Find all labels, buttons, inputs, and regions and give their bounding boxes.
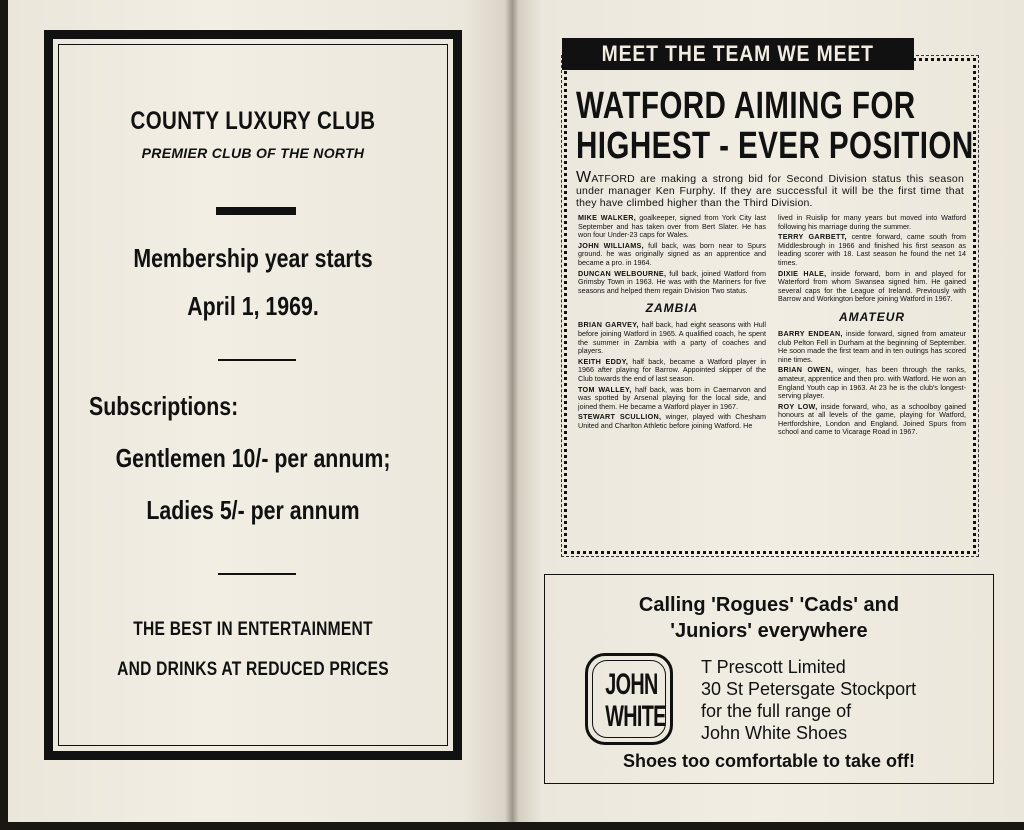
- headline-line-2: HIGHEST - EVER POSITION: [576, 125, 974, 167]
- membership-line: Membership year starts: [133, 243, 373, 273]
- divider-thick: [216, 207, 296, 215]
- player-paragraph: KEITH EDDY, half back, became a Watford player in 1966 after playing for Barrow. Appointed skipper of the Club towards the end of last season.: [578, 356, 766, 383]
- ad-text-line: for the full range of: [701, 701, 852, 721]
- player-name: MIKE WALKER,: [578, 213, 636, 222]
- club-name: COUNTY LUXURY CLUB: [130, 107, 376, 135]
- player-paragraph: STEWART SCULLION, winger, played with Chesham United and Charlton Athletic before joining Watford. He: [578, 412, 767, 430]
- ad-slogan: Shoes too comfortable to take off!: [622, 751, 916, 771]
- player-name: BRIAN GARVEY,: [578, 320, 639, 330]
- retailer-address: 30 St Petersgate Stockport: [701, 679, 917, 699]
- player-name: DUNCAN WELBOURNE,: [578, 268, 667, 278]
- drop-cap: W: [576, 169, 592, 186]
- player-name: ROY LOW,: [778, 401, 818, 411]
- subscriptions-label: Subscriptions:: [89, 391, 239, 421]
- player-name: BRIAN OWEN,: [778, 365, 834, 375]
- retailer-name: T Prescott Limited: [701, 657, 846, 677]
- player-paragraph: TERRY GARBETT, centre forward, came south from Middlesbrough in 1966 and finished his first season as leading scorer with 18. Last season he found the net 14 times.: [778, 232, 966, 267]
- player-paragraph: DIXIE HALE, inside forward, born in and played for Waterford from whom Swansea signed him. He gained several caps for the League of Ireland. Previously with Barrow and Workington before joining Watford in 1967.: [778, 268, 966, 304]
- page-gutter: [505, 0, 519, 822]
- player-name: STEWART SCULLION,: [578, 412, 662, 422]
- article-intro: [576, 169, 964, 209]
- john-white-logo: [585, 653, 673, 745]
- divider: [218, 573, 296, 575]
- article-column-2: [778, 214, 966, 439]
- shoe-advertisement: [544, 574, 994, 784]
- membership-date: April 1, 1969.: [187, 291, 319, 321]
- fee-ladies: Ladies 5/- per annum: [146, 495, 360, 525]
- fee-gentlemen: Gentlemen 10/- per annum;: [115, 443, 391, 473]
- player-paragraph: lived in Ruislip for many years but moved into Watford following his marriage during the summer.: [778, 213, 966, 231]
- article-column-1: [578, 214, 766, 432]
- player-name: BARRY ENDEAN,: [778, 328, 843, 338]
- club-advertisement: [44, 30, 462, 760]
- logo-line-2: WHITE: [605, 700, 666, 733]
- player-name: TERRY GARBETT,: [778, 232, 847, 242]
- ad-text-line: John White Shoes: [701, 723, 848, 743]
- section-banner: MEET THE TEAM WE MEET: [562, 38, 914, 70]
- club-tagline: PREMIER CLUB OF THE NORTH: [141, 145, 365, 161]
- player-paragraph: MIKE WALKER, goalkeeper, signed from York City last September and has taken over from Bert Slater. He has won four Under-23 caps for Wales.: [578, 213, 766, 240]
- player-paragraph: BARRY ENDEAN, inside forward, signed from amateur club Pelton Fell in Durham at the beginning of September. He soon made the first team and in ten outings has scored nine times.: [778, 328, 966, 364]
- column-subheading: AMATEUR: [838, 309, 906, 324]
- intro-text: ATFORD are making a strong bid for Second Division status this season under manager Ken Furphy. If they are successful it will be the first time that they have climbed higher than the Third Division.: [576, 173, 964, 209]
- promo-line-1: THE BEST IN ENTERTAINMENT: [133, 619, 373, 640]
- ad-heading-line-2: 'Juniors' everywhere: [670, 620, 868, 642]
- player-paragraph: TOM WALLEY, half back, was born in Caernarvon and was spotted by Arsenal playing for the local side, and joined them. He became a Watford player in 1967.: [578, 384, 767, 411]
- player-paragraph: ROY LOW, inside forward, who, as a schoolboy gained honours at all levels of the game, playing for Watford, Hertfordshire, London and England. Joined Spurs from school and came to Vicarage Road in 1967.: [778, 401, 966, 437]
- headline-line-1: WATFORD AIMING FOR: [576, 85, 916, 127]
- ad-heading-line-1: Calling 'Rogues' 'Cads' and: [638, 594, 900, 616]
- player-name: KEITH EDDY,: [578, 356, 629, 366]
- player-paragraph: BRIAN GARVEY, half back, had eight seasons with Hull before joining Watford in 1965. A qualified coach, he spent the summer in Zambia with a party of coaches and players.: [578, 320, 766, 356]
- column-subheading: ZAMBIA: [645, 301, 699, 316]
- divider: [218, 359, 296, 361]
- player-name: JOHN WILLIAMS,: [578, 240, 644, 250]
- player-name: DIXIE HALE,: [778, 268, 827, 278]
- player-paragraph: DUNCAN WELBOURNE, full back, joined Watford from Grimsby Town in 1963. He was with the Mariners for five seasons and helped them regain Division Two status.: [578, 268, 766, 295]
- promo-line-2: AND DRINKS AT REDUCED PRICES: [117, 659, 389, 680]
- player-name: TOM WALLEY,: [578, 384, 632, 394]
- logo-line-1: JOHN: [605, 668, 658, 701]
- player-paragraph: JOHN WILLIAMS, full back, was born near to Spurs ground. he was originally signed as an apprentice and became a pro. in 1964.: [578, 240, 766, 267]
- player-paragraph: BRIAN OWEN, winger, has been through the ranks, amateur, apprentice and then pro. with Watford. He won an England Youth cap in 1963. At 23 he is the club's longest-serving player.: [778, 365, 966, 401]
- article-headline: [576, 85, 974, 167]
